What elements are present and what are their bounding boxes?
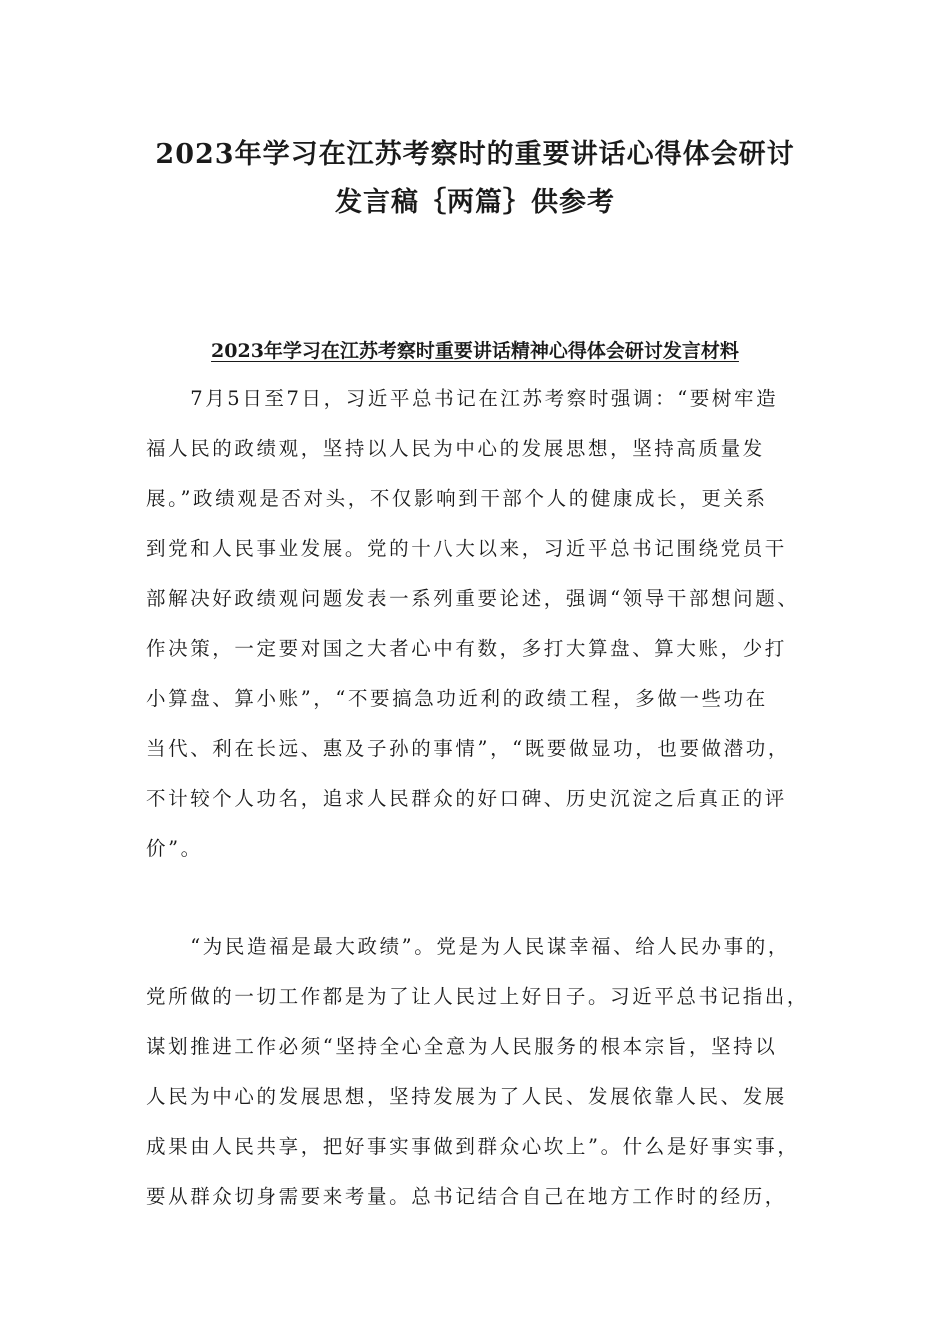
paragraph-line: 谋划推进工作必须“坚持全心全意为人民服务的根本宗旨，坚持以 (146, 1035, 778, 1058)
paragraph-line: 部解决好政绩观问题发表一系列重要论述，强调“领导干部想问题、 (146, 587, 800, 610)
paragraph-line: 党所做的一切工作都是为了让人民过上好日子。习近平总书记指出， (146, 985, 810, 1008)
paragraph-line: 当代、利在长远、惠及子孙的事情”，“既要做显功，也要做潜功， (146, 737, 790, 760)
document-title-line-2: 发言稿｛两篇｝供参考 (335, 187, 615, 218)
paragraph-line: 到党和人民事业发展。党的十八大以来，习近平总书记围绕党员干 (146, 537, 787, 560)
paragraph-line: 作决策，一定要对国之大者心中有数，多打大算盘、算大账，少打 (146, 637, 787, 660)
section-heading: 2023年学习在江苏考察时重要讲话精神心得体会研讨发言材料 (211, 340, 739, 362)
document-title-line-1: 2023年学习在江苏考察时的重要讲话心得体会研讨 (155, 139, 795, 170)
paragraph-line: 7月5日至7日，习近平总书记在江苏考察时强调：“要树牢造 (146, 387, 779, 410)
paragraph-line: 价”。 (146, 837, 203, 860)
paragraph-line: 展。”政绩观是否对头，不仅影响到干部个人的健康成长，更关系 (146, 487, 768, 510)
paragraph-line: 成果由人民共享，把好事实事做到群众心坎上”。什么是好事实事， (146, 1135, 800, 1158)
paragraph-line: 不计较个人功名，追求人民群众的好口碑、历史沉淀之后真正的评 (146, 787, 787, 810)
paragraph-line: “为民造福是最大政绩”。党是为人民谋幸福、给人民办事的， (146, 935, 790, 958)
paragraph-line: 要从群众切身需要来考量。总书记结合自己在地方工作时的经历， (146, 1185, 787, 1208)
paragraph-line: 人民为中心的发展思想，坚持发展为了人民、发展依靠人民、发展 (146, 1085, 787, 1108)
paragraph-1 (146, 374, 816, 874)
paragraph-2 (146, 922, 816, 1222)
paragraph-line: 福人民的政绩观，坚持以人民为中心的发展思想，坚持高质量发 (146, 437, 765, 460)
paragraph-line: 小算盘、算小账”，“不要搞急功近利的政绩工程，多做一些功在 (146, 687, 768, 710)
